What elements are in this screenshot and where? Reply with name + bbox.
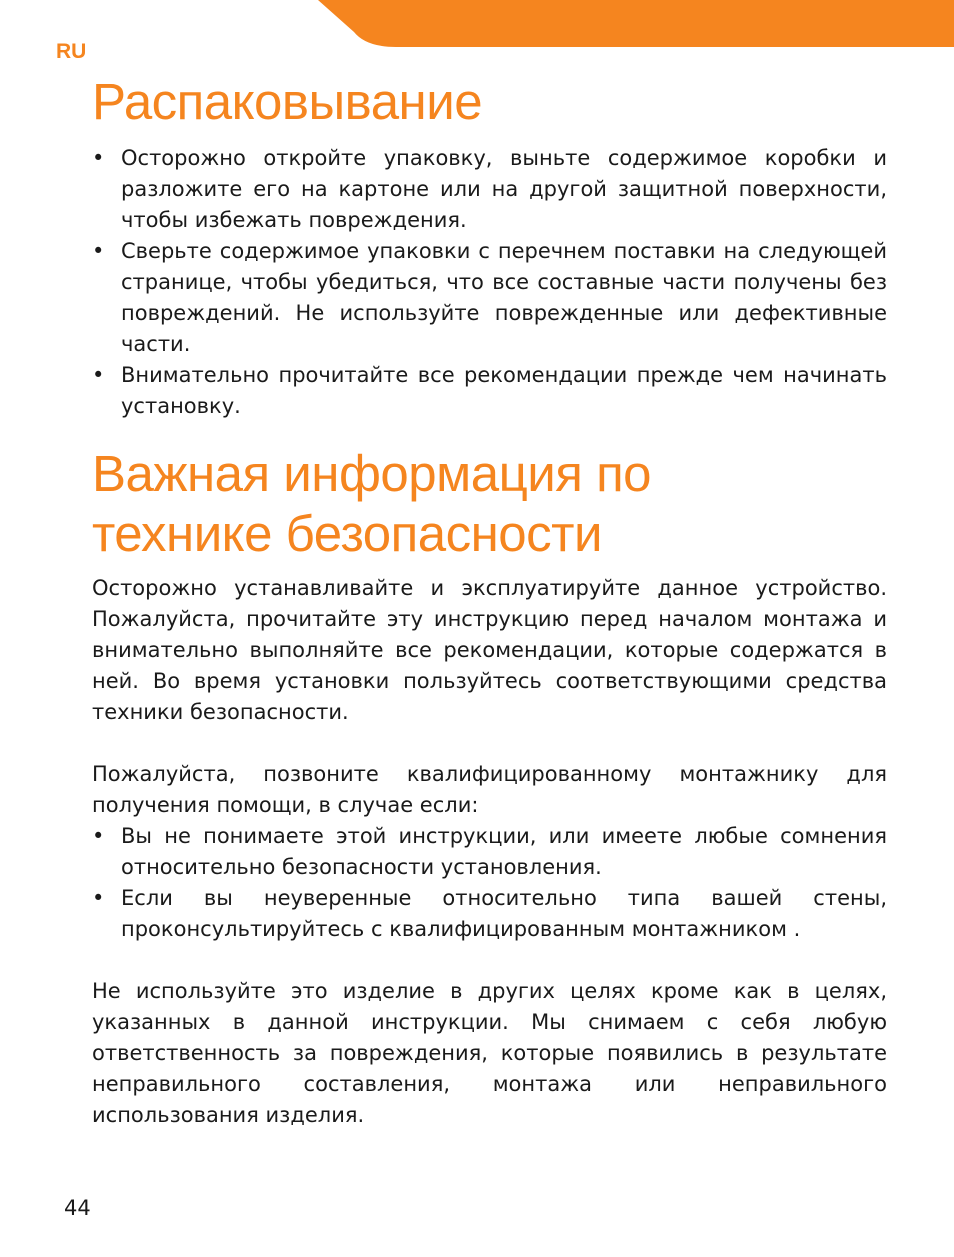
section-title-safety-line2: технике безопасности (92, 505, 603, 562)
list-item: • Вы не понимаете этой инструкции, или имеете любые сомнения относительно безопасности установления. (92, 821, 887, 883)
list-item: • Сверьте содержимое упаковки с перечнем поставки на следующей странице, чтобы убедиться, что все составные части получены без повреждений. Не используйте поврежденные или дефективные части. (92, 236, 887, 360)
list-item: • Осторожно откройте упаковку, выньте содержимое коробки и разложите его на картоне или на другой защитной поверхности, чтобы избежать повреждения. (92, 143, 887, 236)
list-item: • Если вы неуверенные относительно типа вашей стены, проконсультируйтесь с квалифицированным монтажником . (92, 883, 887, 945)
paragraph: Осторожно устанавливайте и эксплуатируйте данное устройство. Пожалуйста, прочитайте эту инструкцию перед началом монтажа и внимательно выполняйте все рекомендации, которые содержатся в ней. Во время установки пользуйтесь соответствующими средства техники безопасности. (92, 576, 887, 724)
page-number: 44 (64, 1196, 91, 1220)
section-title-safety (92, 444, 852, 564)
safety-help-block (92, 759, 887, 945)
language-label: RU (56, 40, 87, 63)
paragraph: Пожалуйста, позвоните квалифицированному монтажнику для получения помощи, в случае если: (92, 762, 887, 817)
unpacking-list (92, 143, 887, 422)
list-item: • Внимательно прочитайте все рекомендации прежде чем начинать установку. (92, 360, 887, 422)
header-accent-bar (318, 0, 954, 47)
section-title-safety-line1: Важная информация по (92, 445, 652, 502)
safety-paragraph-3 (92, 976, 887, 1131)
section-title-unpacking: Распаковывание (92, 73, 483, 130)
safety-paragraph-1 (92, 573, 887, 728)
safety-list (92, 821, 887, 945)
unpacking-list-block (92, 143, 887, 422)
paragraph: Не используйте это изделие в других целях кроме как в целях, указанных в данной инструкции. Мы снимаем с себя любую ответственность за повреждения, которые появились в результате неправильного составления, монтажа или неправильного использования изделия. (92, 979, 887, 1127)
